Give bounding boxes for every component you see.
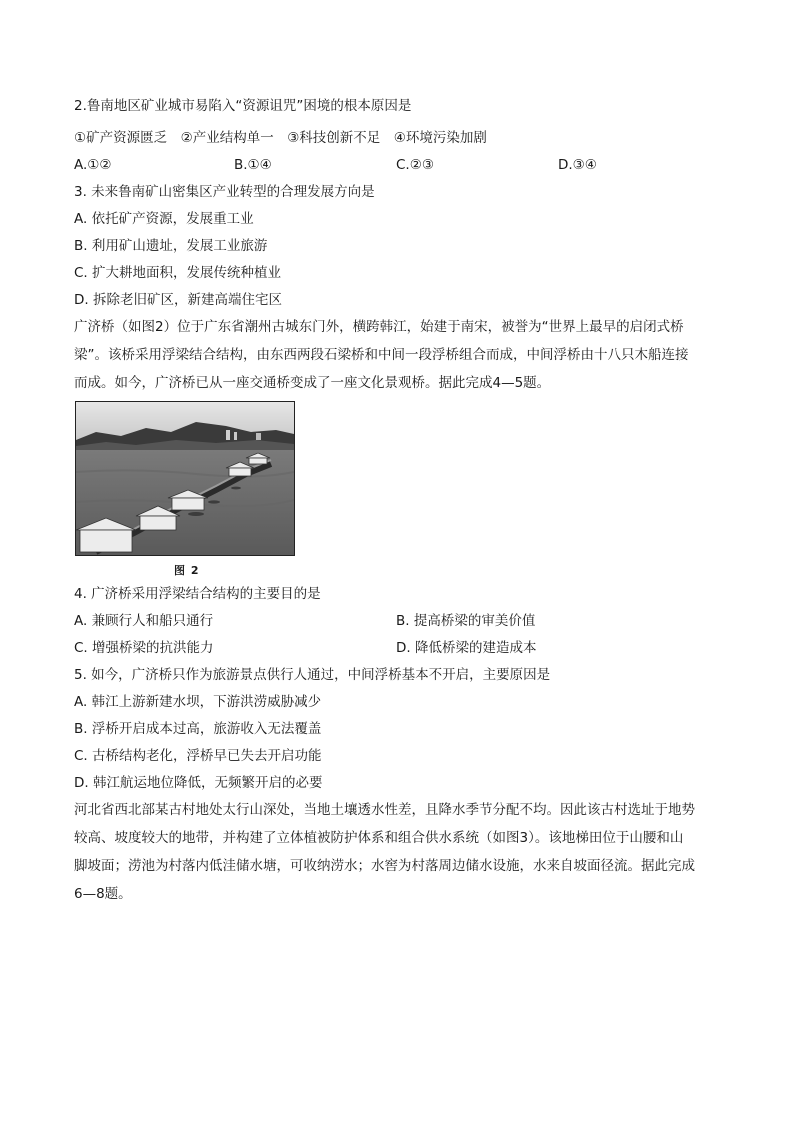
q3-option-d: D. 拆除老旧矿区，新建高端住宅区 bbox=[74, 292, 282, 308]
q5-option-d: D. 韩江航运地位降低，无频繁开启的必要 bbox=[74, 775, 323, 791]
q2-stem: 2.鲁南地区矿业城市易陷入“资源诅咒”困境的根本原因是 bbox=[74, 98, 412, 114]
passage2-line-4: 6—8题。 bbox=[74, 886, 132, 902]
q4-stem: 4. 广济桥采用浮梁结合结构的主要目的是 bbox=[74, 586, 321, 602]
q3-option-a: A. 依托矿产资源，发展重工业 bbox=[74, 211, 254, 227]
q2-statements: ①矿产资源匮乏 ②产业结构单一 ③科技创新不足 ④环境污染加剧 bbox=[74, 130, 487, 146]
q4-option-c: C. 增强桥梁的抗洪能力 bbox=[74, 640, 214, 656]
bridge-photo-illustration bbox=[76, 402, 294, 555]
passage2-line-2: 较高、坡度较大的地带，并构建了立体植被防护体系和组合供水系统（如图3）。该地梯田位于山腰和山 bbox=[74, 830, 684, 846]
figure-2-caption: 图 2 bbox=[174, 564, 200, 577]
q2-option-c: C.②③ bbox=[396, 157, 434, 173]
q2-option-d: D.③④ bbox=[558, 157, 597, 173]
passage2-line-1: 河北省西北部某古村地处太行山深处，当地土壤透水性差，且降水季节分配不均。因此该古村选址于地势 bbox=[74, 802, 695, 818]
q5-option-a: A. 韩江上游新建水坝，下游洪涝威胁减少 bbox=[74, 694, 322, 710]
q4-option-b: B. 提高桥梁的审美价值 bbox=[396, 613, 536, 629]
passage1-line-3: 而成。如今，广济桥已从一座交通桥变成了一座文化景观桥。据此完成4—5题。 bbox=[74, 375, 551, 391]
passage1-line-2: 梁”。该桥采用浮梁结合结构，由东西两段石梁桥和中间一段浮桥组合而成，中间浮桥由十八只木船连接 bbox=[74, 347, 689, 363]
figure-2-photo bbox=[75, 401, 295, 556]
q4-option-d: D. 降低桥梁的建造成本 bbox=[396, 640, 537, 656]
q5-option-b: B. 浮桥开启成本过高，旅游收入无法覆盖 bbox=[74, 721, 322, 737]
q5-option-c: C. 古桥结构老化，浮桥早已失去开启功能 bbox=[74, 748, 322, 764]
q5-stem: 5. 如今，广济桥只作为旅游景点供行人通过，中间浮桥基本不开启，主要原因是 bbox=[74, 667, 551, 683]
q3-stem: 3. 未来鲁南矿山密集区产业转型的合理发展方向是 bbox=[74, 184, 375, 200]
passage1-line-1: 广济桥（如图2）位于广东省潮州古城东门外，横跨韩江，始建于南宋，被誉为“世界上最早的启闭式桥 bbox=[74, 319, 684, 335]
passage2-line-3: 脚坡面；涝池为村落内低洼储水塘，可收纳涝水；水窖为村落周边储水设施，水来自坡面径流。据此完成 bbox=[74, 858, 695, 874]
q4-option-a: A. 兼顾行人和船只通行 bbox=[74, 613, 214, 629]
q2-option-a: A.①② bbox=[74, 157, 112, 173]
q3-option-c: C. 扩大耕地面积，发展传统种植业 bbox=[74, 265, 282, 281]
q2-option-b: B.①④ bbox=[234, 157, 272, 173]
q3-option-b: B. 利用矿山遗址，发展工业旅游 bbox=[74, 238, 268, 254]
